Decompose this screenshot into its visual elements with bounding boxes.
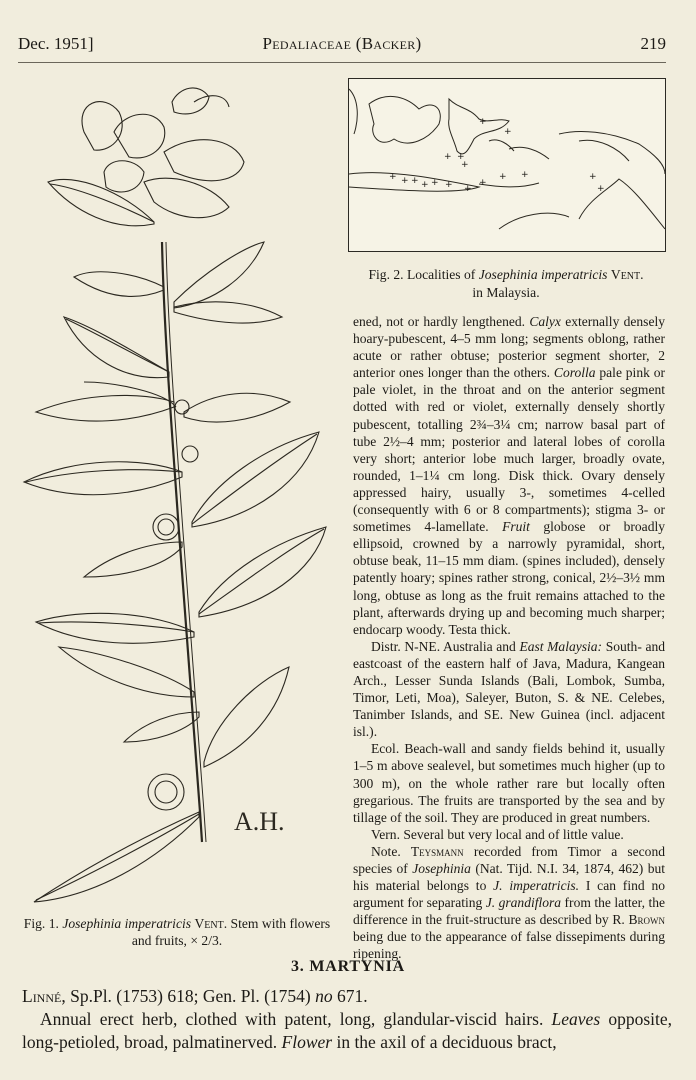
svg-text:+: +	[461, 160, 469, 170]
text-fragment: globose or broadly ellipsoid, crowned by a narrowly pyramidal, short, obtuse beak, 11–15 mm diam. (spines included), densely patently hoary; spines rather strong, conical, 2½–3½ mm long, obtuse as long as the fruit remains attached to the plant, afterwards drying up and becoming much sharper; endocarp woody. Testa thick.	[353, 519, 666, 637]
running-header	[18, 34, 666, 58]
header-date: Dec. 1951]	[18, 34, 94, 53]
term-fruit: Fruit	[502, 519, 530, 535]
ecology-paragraph	[353, 740, 665, 825]
text-fragment: pale pink or pale violet, in the throat and on the anterior segment dotted with red or violet, externally densely shortly pubescent, totalling 2¾–3¼ cm; narrow basal part of tube 2½–4 mm; posterior and lateral lobes of corolla very short; anterior lobe much larger, broadly ovate, rounded, 1–1¼ cm long. Disk thick. Ovary densely appressed hairy, usually 3-, sometimes 4-celled (consequently with 6 or 8 compartments); stigma 3- or sometimes 4-lamellate.	[353, 365, 665, 535]
svg-text:+: +	[597, 184, 605, 194]
species-description-column	[353, 313, 665, 963]
figure1-caption	[18, 915, 336, 949]
svg-text:+: +	[431, 178, 439, 188]
term-calyx: Calyx	[529, 314, 561, 329]
artist-monogram: A.H.	[234, 807, 285, 836]
svg-text:+: +	[521, 170, 529, 180]
text-fragment: from the latter, the difference in the fruit-structure as described by	[353, 895, 666, 928]
vernacular-paragraph	[353, 826, 665, 843]
term-flower: Flower	[281, 1032, 333, 1052]
fig1-author: Vent.	[194, 916, 228, 931]
text-fragment: South- and eastcoast of the eastern half of Java, Madura, Kangean Arch., Lesser Sunda Islands (Bali, Lombok, Sumba, Timor, Leti, Moa), Saleyer, Buton, S. & NE. Celebes, Tanimber Islands, and SE. New Guinea (incl. adjacent isl.).	[353, 638, 666, 740]
genus-description	[22, 1008, 672, 1054]
text-fragment: ened, not or hardly lengthened.	[353, 314, 526, 329]
distr-label: Distr.	[371, 638, 401, 654]
fig2-author: Vent.	[610, 267, 644, 282]
fig1-taxon: Josephinia imperatricis	[62, 916, 192, 931]
vern-label: Vern.	[371, 826, 400, 842]
fig1-scale: × 2/3.	[190, 933, 223, 948]
text-fragment: Several but very local and of little value.	[403, 826, 624, 842]
section-heading: 3. MARTYNIA	[290, 958, 405, 975]
ref-num: 671.	[336, 986, 368, 1006]
note-label: Note.	[371, 843, 401, 859]
genus-name: Josephinia	[412, 861, 471, 876]
svg-text:+: +	[464, 184, 472, 194]
svg-text:+: +	[479, 178, 487, 188]
species-name: J. grandiflora	[485, 895, 562, 911]
author-name: R. Brown	[612, 912, 665, 928]
term-leaves: Leaves	[551, 1009, 601, 1029]
header-rule	[18, 62, 666, 63]
ref-text: Sp.Pl. (1753) 618; Gen. Pl. (1754)	[70, 986, 311, 1006]
svg-text:+: +	[499, 172, 507, 182]
ecol-label: Ecol.	[371, 741, 400, 757]
text-fragment: I can find no argument for separating	[353, 878, 665, 911]
text-fragment: Annual erect herb, clothed with patent, long, glandular-viscid hairs.	[40, 1009, 544, 1029]
distr-region: East Malaysia:	[519, 638, 603, 654]
text-fragment: (Nat. Tijd. N.I. 34, 1874, 462) but his material belongs to	[353, 861, 666, 894]
note-paragraph	[353, 843, 665, 963]
distribution-paragraph	[353, 638, 665, 741]
fig2-taxon: Josephinia imperatricis	[478, 267, 608, 282]
ref-no: no	[315, 986, 333, 1006]
svg-text:+: +	[389, 172, 397, 182]
svg-text:+: +	[444, 152, 452, 162]
text-fragment: opposite, long-petioled, broad, palmatinerved.	[22, 1009, 672, 1052]
species-name: J. imperatricis.	[493, 878, 580, 894]
svg-text:+: +	[589, 172, 597, 182]
text-fragment: N-NE. Australia and	[404, 638, 516, 654]
morphology-paragraph	[353, 313, 665, 638]
header-title: Pedaliaceae (Backer)	[262, 34, 422, 53]
text-fragment: in the axil of a deciduous bract,	[336, 1032, 557, 1052]
ref-author: Linné,	[22, 986, 66, 1006]
term-corolla: Corolla	[553, 365, 596, 381]
svg-text:+: +	[421, 180, 429, 190]
text-fragment: recorded from Timor a second species of	[353, 843, 666, 876]
text-fragment: being due to the appearance of false dissepiments during ripening.	[353, 929, 665, 962]
text-fragment: externally densely hoary-pubescent, 4–5 mm long; segments oblong, rather acute or rather obtuse; posterior segment shorter, 2 anterior ones longer than the others.	[353, 314, 665, 381]
author-name: Teysmann	[410, 843, 464, 859]
distribution-map	[348, 78, 666, 252]
text-fragment: Beach-wall and sandy fields behind it, usually 1–5 m above sealevel, but sometimes much higher (up to 300 m), on the whole rather rare but locally often gregarious. The fruits are transported by the sea and by tillage of the soil. They are produced in great numbers.	[353, 741, 665, 825]
svg-text:+: +	[457, 152, 465, 162]
figure2-caption	[348, 266, 664, 302]
fig2-rest: in Malaysia.	[472, 285, 540, 300]
genus-reference	[22, 986, 682, 1007]
svg-text:+: +	[479, 117, 487, 127]
fig2-prefix: Fig. 2. Localities of	[368, 267, 476, 282]
fig1-rest: Stem with flowers and fruits,	[131, 916, 331, 948]
svg-text:+: +	[504, 127, 512, 137]
svg-text:+: +	[445, 180, 453, 190]
svg-text:+: +	[411, 176, 419, 186]
botanical-illustration	[14, 72, 334, 912]
fig1-prefix: Fig. 1.	[23, 916, 59, 931]
svg-text:+: +	[401, 176, 409, 186]
page-number: 219	[640, 34, 666, 53]
